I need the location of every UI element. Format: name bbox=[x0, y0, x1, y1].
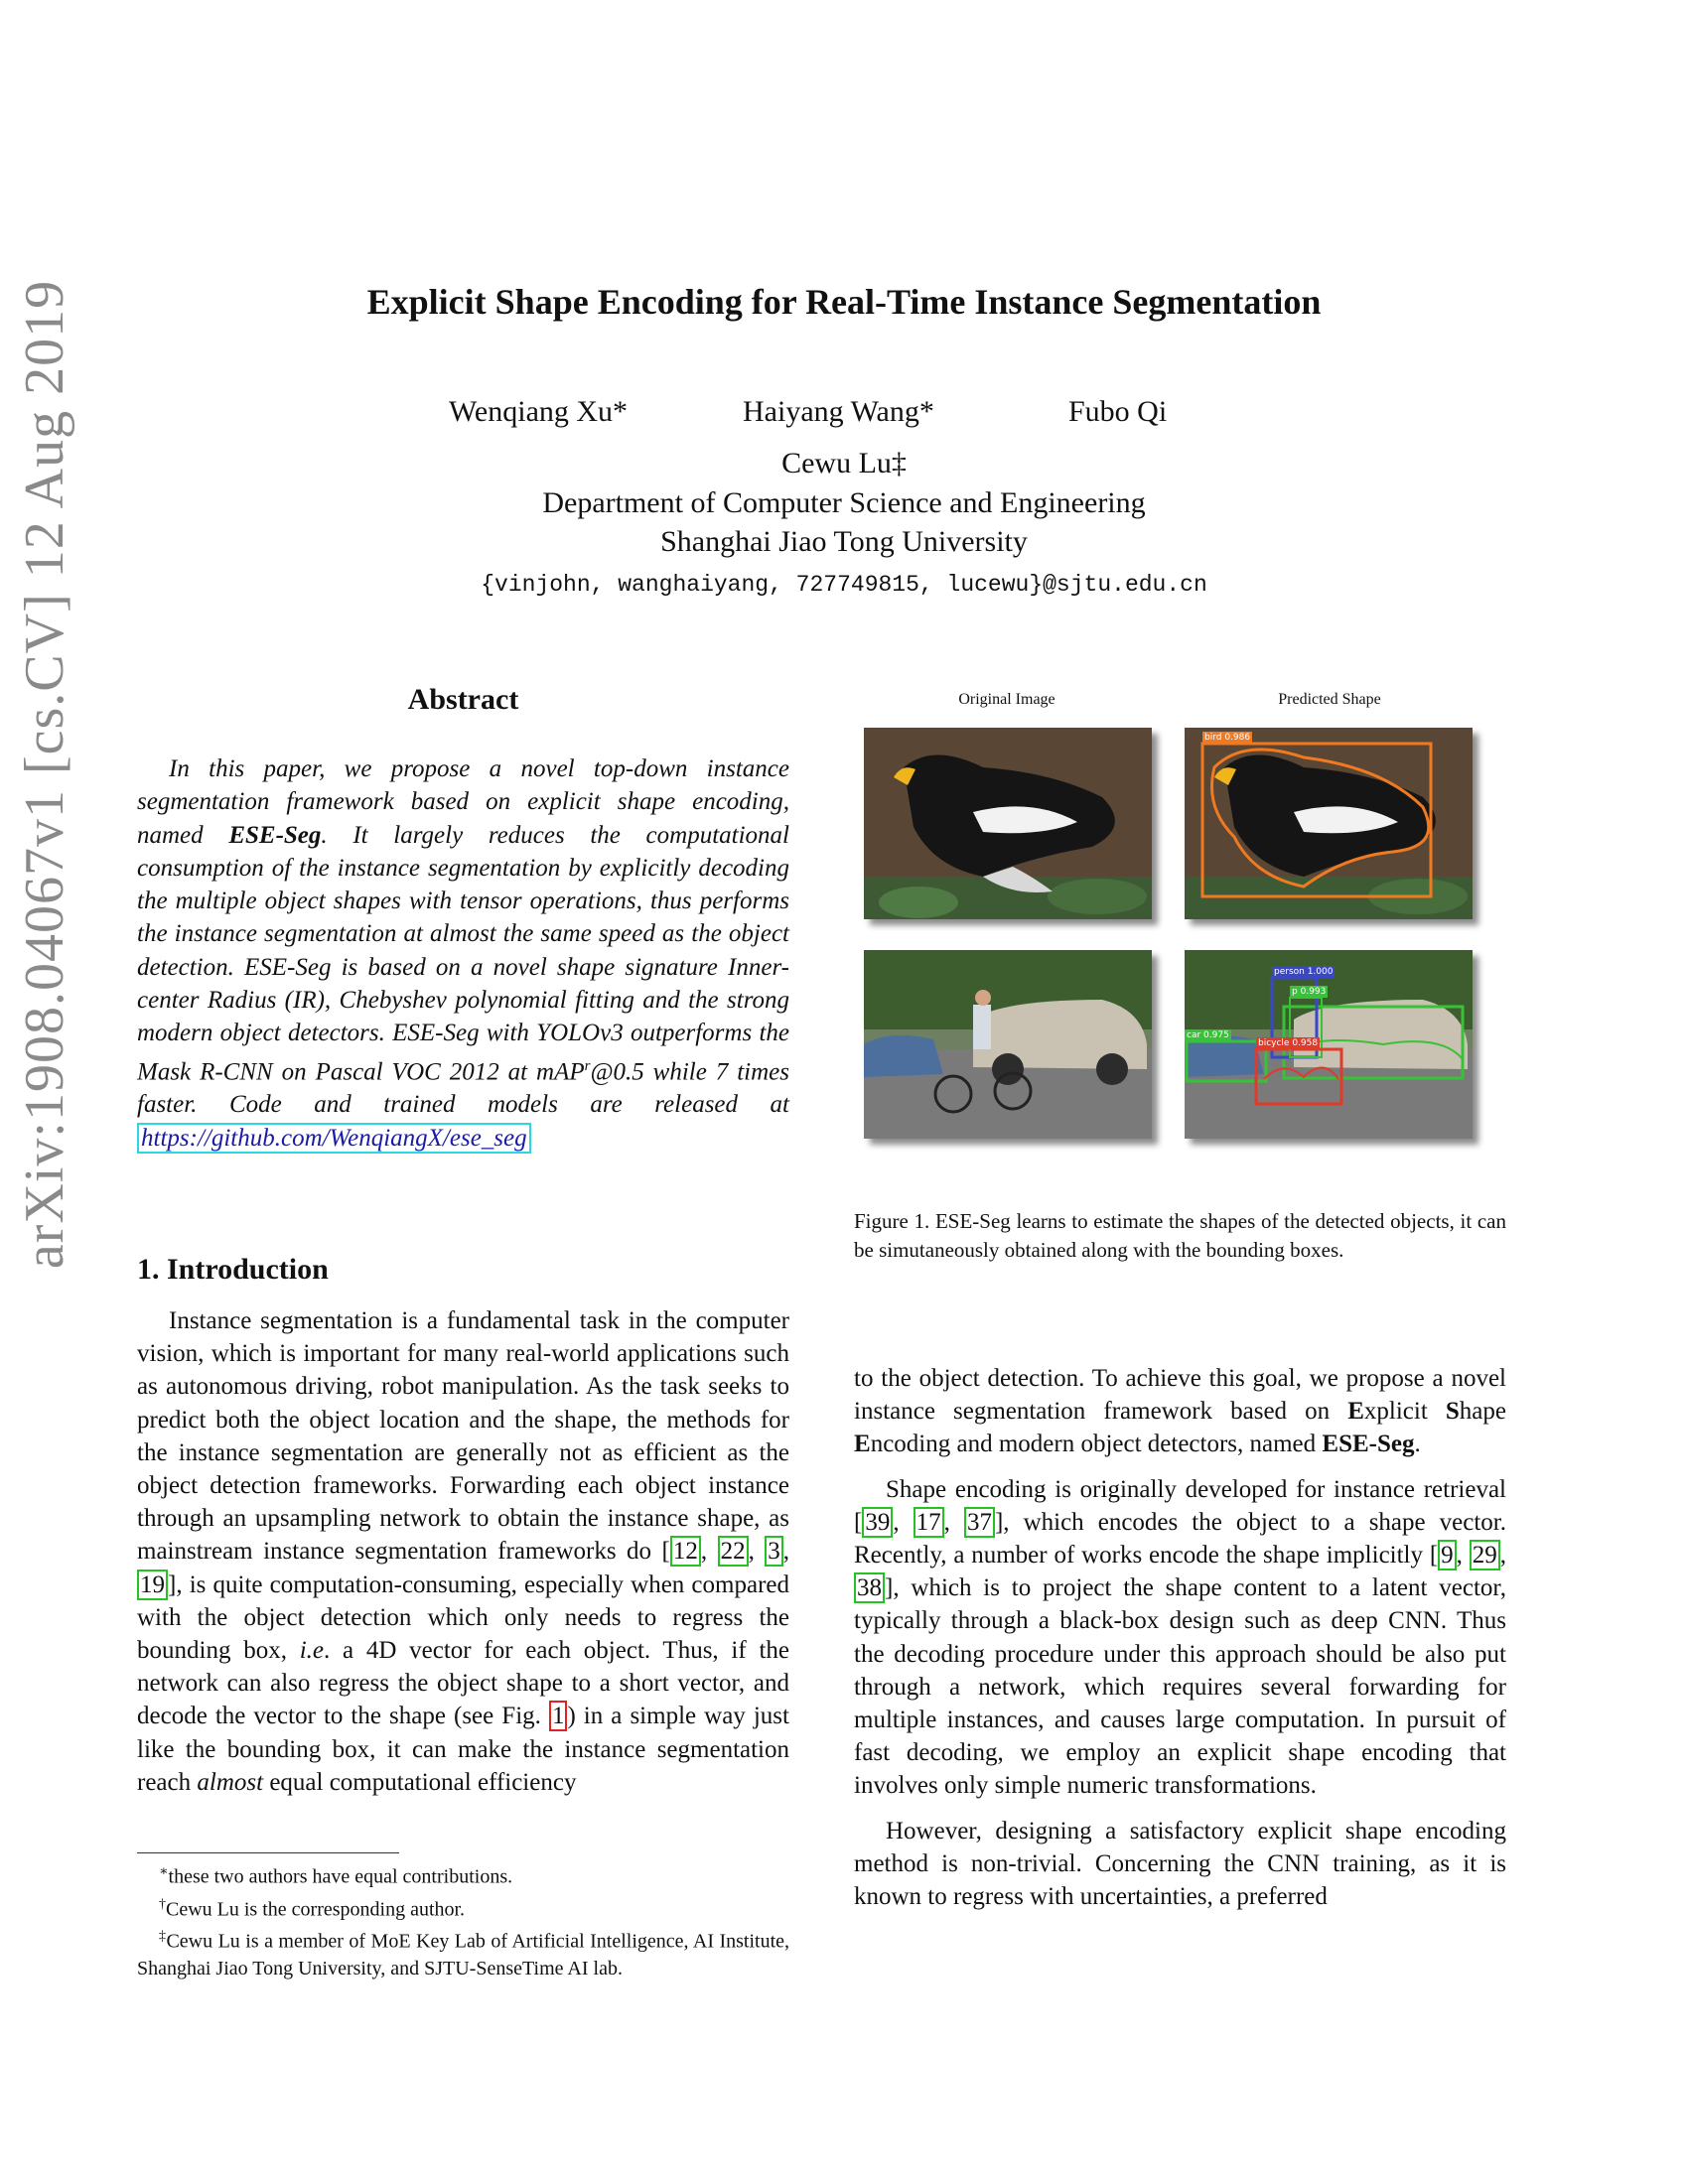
affiliation-univ: Shanghai Jiao Tong University bbox=[660, 525, 1028, 558]
right-column-text bbox=[854, 1362, 1506, 1925]
abstract-body: In this paper, we propose a novel top-down instance segmentation framework based on explicit shape encoding, named ESE-Seg. It largely reduces the computational consumption of the instance segmentation by explicitly decoding the multiple object shapes with tensor operations, thus performs the instance segmentation at almost the same speed as the object detection. ESE-Seg is based on a novel shape signature Inner-center Radius (IR), Chebyshev polynomial fitting and the strong modern object detectors. ESE-Seg with YOLOv3 outperforms the Mask R-CNN on Pascal VOC 2012 at mAP$^r$@0.5 while 7 times faster. Code and trained models are released at https://github.com/WenqiangX/ese_seg bbox=[137, 755, 789, 1152]
affiliation-dept: Department of Computer Science and Engineering bbox=[542, 486, 1146, 519]
box-label-car: car 0.975 bbox=[1187, 1030, 1229, 1040]
figure-image-eagle-predicted bbox=[1185, 728, 1473, 919]
box-label-person-2: p 0.993 bbox=[1292, 987, 1327, 997]
figure-caption: Figure 1. ESE-Seg learns to estimate the shapes of the detected objects, it can be simutaneously obtained along with the bounding boxes. bbox=[854, 1209, 1506, 1262]
citation-link[interactable]: 17 bbox=[914, 1507, 944, 1538]
figure-ref-link[interactable]: 1 bbox=[549, 1701, 568, 1731]
paragraph-continuation: to the object detection. To achieve this goal, we propose a novel instance segmentation framework based on Explicit Shape Encoding and modern object detectors, named ESE-Seg. bbox=[854, 1365, 1506, 1458]
code-link[interactable]: https://github.com/WenqiangX/ese_seg bbox=[137, 1123, 531, 1154]
author-3: Fubo Qi bbox=[1068, 395, 1168, 428]
figure-label-predicted: Predicted Shape bbox=[1278, 691, 1381, 708]
citation-link[interactable]: 19 bbox=[137, 1570, 168, 1600]
box-label-person: person 1.000 bbox=[1274, 967, 1334, 977]
footnote-3: ‡Cewu Lu is a member of MoE Key Lab of Artificial Intelligence, AI Institute, Shanghai Jiao Tong University, and SJTU-SenseTime AI lab. bbox=[137, 1929, 789, 1979]
figure-image-street-original bbox=[864, 950, 1152, 1139]
arxiv-stamp: arXiv:1908.04067v1 [cs.CV] 12 Aug 2019 bbox=[14, 279, 75, 1270]
footnote-rule bbox=[137, 1852, 399, 1853]
figure-image-street-predicted bbox=[1185, 950, 1473, 1139]
intro-paragraph: Instance segmentation is a fundamental task in the computer vision, which is important for many real-world applications such as autonomous driving, robot manipulation. As the task seeks to predict both the object location and the shape, the methods for the instance segmentation are generally not as efficient as the object detection frameworks. Forwarding each object instance through an upsampling network to obtain the instance shape, as mainstream instance segmentation frameworks do [ 12 , 22 , 3 , 19 ], is quite computation-consuming, especially when compared with the object detection which only needs to regress the bounding box, i.e. a 4D vector for each object. Thus, if the network can also regress the object shape to a short vector, and decode the vector to the shape (see Fig. 1 ) in a simple way just like the bounding box, it can make the instance segmentation reach almost equal computational efficiency bbox=[137, 1307, 790, 1796]
citation-link[interactable]: 22 bbox=[718, 1536, 749, 1567]
author-1: Wenqiang Xu* bbox=[449, 395, 629, 428]
author-2: Haiyang Wang* bbox=[743, 395, 934, 428]
paper-title: Explicit Shape Encoding for Real-Time Instance Segmentation bbox=[366, 282, 1322, 322]
paragraph-shape-encoding: Shape encoding is originally developed for instance retrieval [ 39 , 17 , 37 ], which encodes the object to a shape vector. Recently, a number of works encode the shape implicitly [ 9 , 29 , 38 ], which is to project the shape content to a latent vector, typically through a black-box design such as deep CNN. Thus the decoding procedure under this approach should be also put through a network, which requires several forwarding for multiple instances, and causes large computation. In pursuit of fast decoding, we employ an explicit shape encoding that involves only simple numeric transformations. bbox=[854, 1475, 1507, 1800]
citation-link[interactable]: 12 bbox=[670, 1536, 701, 1567]
citation-link[interactable]: 39 bbox=[862, 1507, 893, 1538]
figure-image-eagle-original bbox=[864, 728, 1152, 919]
citation-link[interactable]: 3 bbox=[765, 1536, 783, 1567]
footnote-1: ∗these two authors have equal contributions. bbox=[159, 1864, 513, 1888]
author-emails: {vinjohn, wanghaiyang, 727749815, lucewu}@sjtu.edu.cn bbox=[481, 572, 1207, 598]
box-label-bicycle: bicycle 0.958 bbox=[1258, 1038, 1319, 1048]
box-label-bird: bird 0.986 bbox=[1204, 733, 1251, 743]
figure-label-original: Original Image bbox=[958, 691, 1055, 708]
abstract-heading: Abstract bbox=[407, 683, 519, 716]
citation-link[interactable]: 29 bbox=[1470, 1540, 1500, 1570]
authors-row bbox=[0, 395, 1688, 435]
author-4: Cewu Lu‡ bbox=[781, 447, 907, 479]
method-name: ESE-Seg bbox=[1322, 1431, 1415, 1458]
intro-heading: 1. Introduction bbox=[137, 1253, 329, 1286]
citation-link[interactable]: 37 bbox=[964, 1507, 995, 1538]
footnote-2: †Cewu Lu is the corresponding author. bbox=[159, 1896, 466, 1921]
method-name: ESE-Seg bbox=[228, 821, 322, 849]
paragraph-however: However, designing a satisfactory explicit shape encoding method is non-trivial. Concerning the CNN training, as it is known to regress with uncertainties, a preferred bbox=[854, 1817, 1506, 1911]
footnotes bbox=[137, 1858, 789, 1982]
citation-link[interactable]: 9 bbox=[1438, 1540, 1457, 1570]
citation-link[interactable]: 38 bbox=[854, 1572, 885, 1603]
